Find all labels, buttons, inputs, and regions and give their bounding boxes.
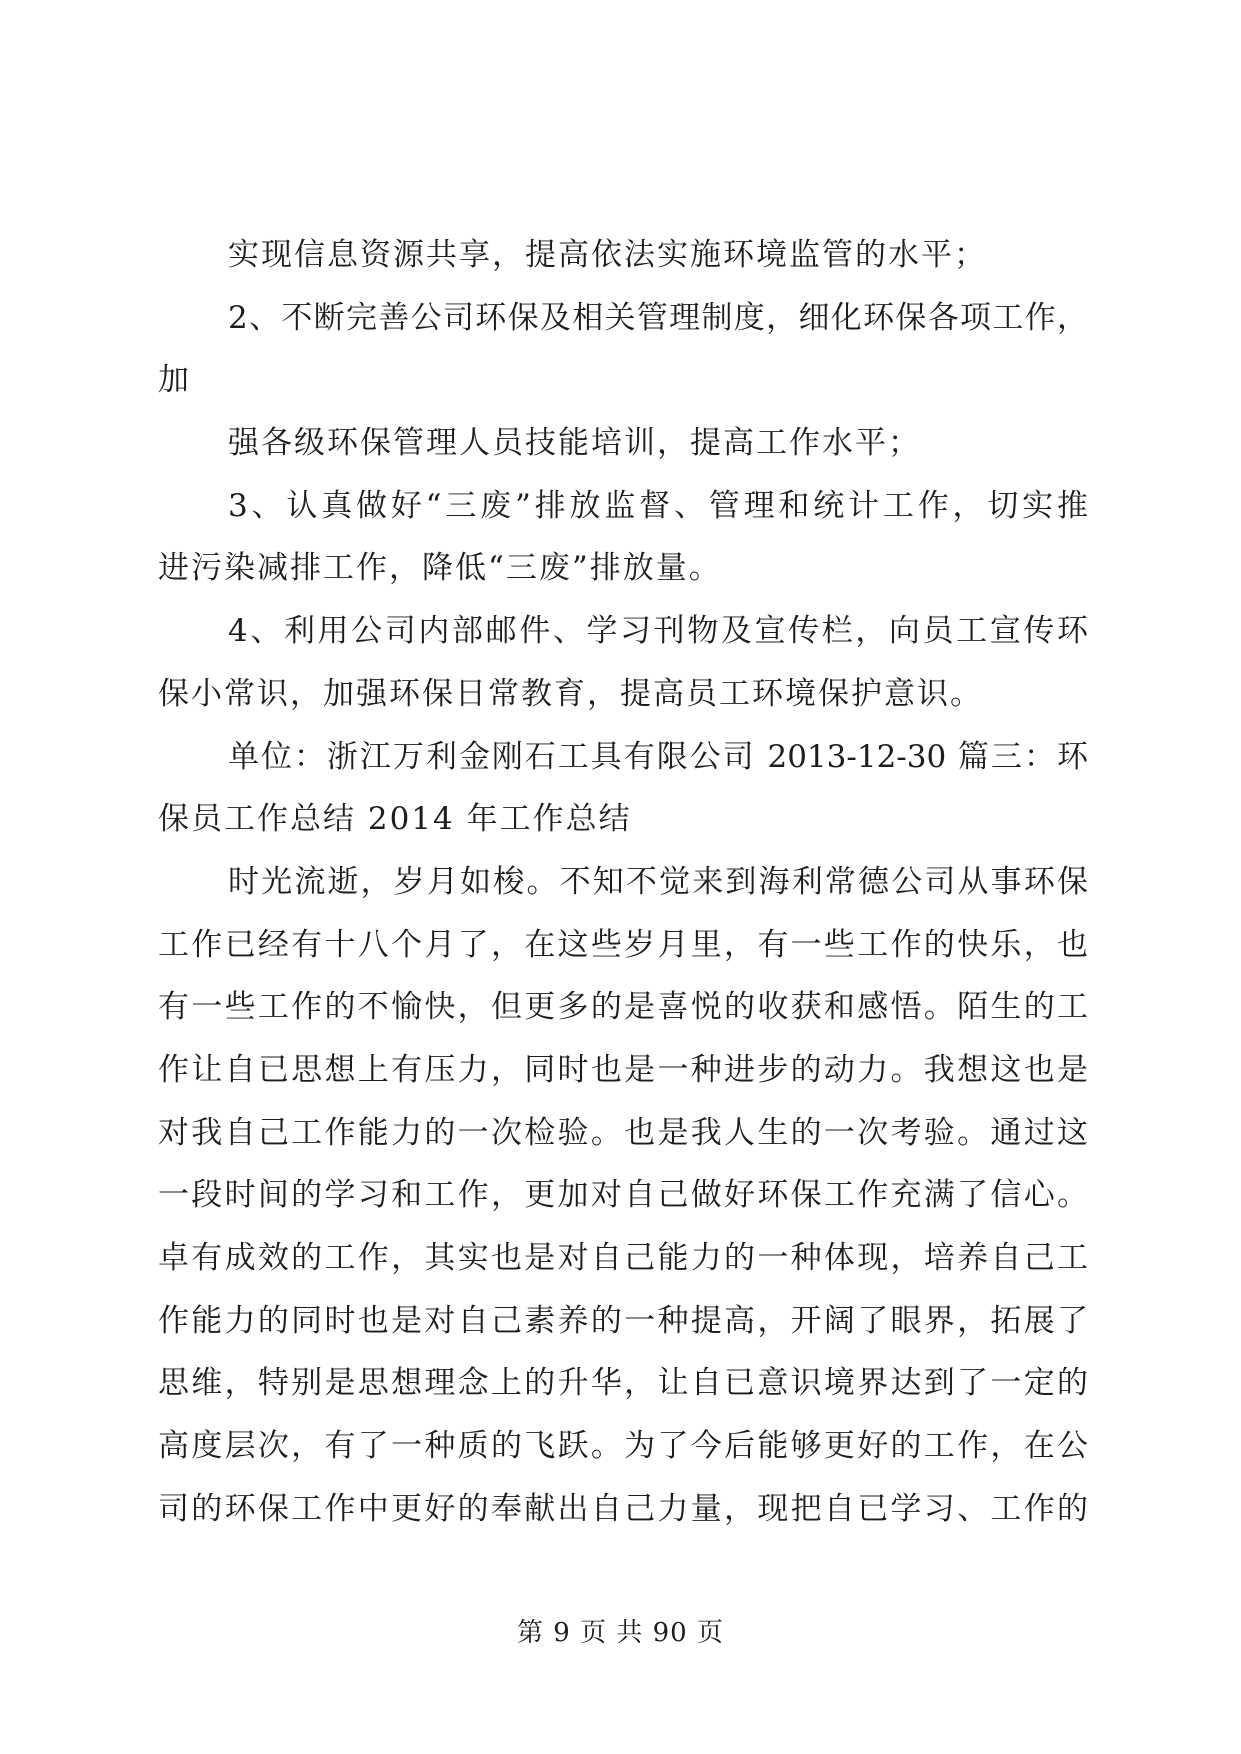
text-line: 保小常识，加强环保日常教育，提高员工环境保护意识。	[158, 675, 983, 712]
text-line: 对我自己工作能力的一次检验。也是我人生的一次考验。通过这	[158, 1114, 1088, 1151]
text-line: 作能力的同时也是对自己素养的一种提高，开阔了眼界，拓展了	[158, 1302, 1088, 1339]
text-line: 3、认真做好“三废”排放监督、管理和统计工作，切实推	[228, 487, 1088, 524]
text-line: 一段时间的学习和工作，更加对自己做好环保工作充满了信心。	[158, 1177, 1088, 1214]
text-line: 4、利用公司内部邮件、学习刊物及宣传栏，向员工宣传环	[228, 613, 1088, 650]
text-line: 有一些工作的不愉快，但更多的是喜悦的收获和感悟。陌生的工	[158, 989, 1088, 1026]
text-line: 实现信息资源共享，提高依法实施环境监管的水平；	[228, 237, 987, 273]
text-line: 保员工作总结 2014 年工作总结	[158, 801, 632, 838]
text-line: 加	[158, 362, 191, 399]
text-line: 司的环保工作中更好的奉献出自己力量，现把自已学习、工作的	[158, 1490, 1088, 1527]
text-line: 作让自已思想上有压力，同时也是一种进步的动力。我想这也是	[158, 1051, 1088, 1088]
text-line: 单位：浙江万利金刚石工具有限公司 2013-12-30 篇三：环	[228, 738, 1088, 775]
text-line: 强各级环保管理人员技能培训，提高工作水平；	[228, 425, 921, 462]
text-line: 时光流逝，岁月如梭。不知不觉来到海利常德公司从事环保	[228, 863, 1088, 900]
text-line: 2、不断完善公司环保及相关管理制度，细化环保各项工作，	[228, 299, 1088, 336]
text-line: 思维，特别是思想理念上的升华，让自已意识境界达到了一定的	[158, 1365, 1088, 1402]
text-line: 工作已经有十八个月了，在这些岁月里，有一些工作的快乐，也	[158, 926, 1088, 963]
text-line: 进污染减排工作，降低“三废”排放量。	[158, 550, 722, 587]
page-number-label: 第 9 页 共 90 页	[517, 1618, 724, 1648]
text-line: 高度层次，有了一种质的飞跃。为了今后能够更好的工作，在公	[158, 1428, 1088, 1465]
document-body	[158, 224, 1088, 1540]
text-line: 卓有成效的工作，其实也是对自己能力的一种体现，培养自己工	[158, 1240, 1088, 1276]
page-footer	[0, 1612, 1241, 1652]
